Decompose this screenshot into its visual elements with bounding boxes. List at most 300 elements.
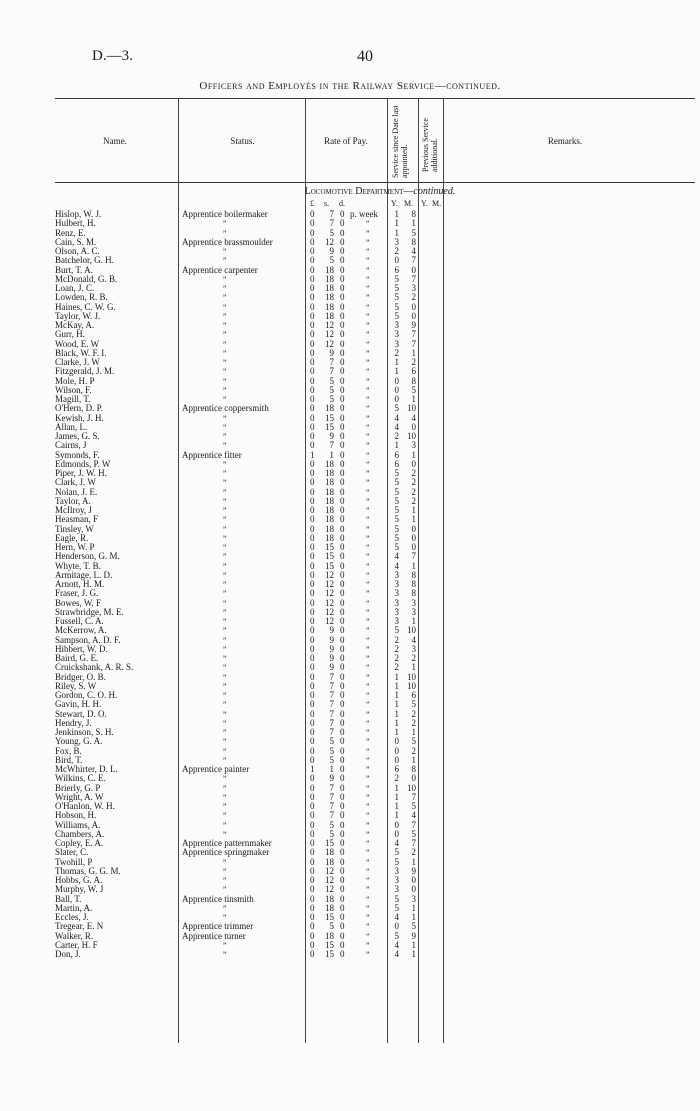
table-row xyxy=(0,515,700,524)
table-row xyxy=(0,238,700,247)
pay-pence: 0 xyxy=(340,384,345,395)
pay-pounds: 0 xyxy=(310,727,315,737)
employee-name: Gavin, H. H. xyxy=(55,699,102,710)
employee-name: Hern, W. P xyxy=(55,542,95,552)
pay-shillings: 7 xyxy=(329,440,334,451)
employee-name: Piper, J. W. H. xyxy=(55,468,107,478)
table-row xyxy=(0,839,700,848)
service-months: 5 xyxy=(411,227,416,238)
pay-pounds: 0 xyxy=(310,875,315,885)
pay-pounds: 0 xyxy=(310,690,315,700)
pay-pounds: 0 xyxy=(310,532,315,543)
employee-name: Fussell, C. A. xyxy=(55,616,104,626)
employee-name: Magill, T. xyxy=(55,394,91,404)
pay-shillings: 7 xyxy=(329,218,334,229)
ditto-mark: ” xyxy=(222,302,227,312)
ditto-mark: ” xyxy=(222,811,227,821)
ditto-mark: ” xyxy=(222,413,227,423)
ditto-mark: ” xyxy=(365,580,370,589)
pay-pence: 0 xyxy=(340,440,345,451)
service-years: 1 xyxy=(394,690,399,700)
pay-shillings: 12 xyxy=(325,579,334,589)
ditto-mark: ” xyxy=(222,385,227,395)
employee-name: O'Hern, D. P. xyxy=(55,403,103,414)
employee-name: Williams, A. xyxy=(55,819,101,830)
ditto-mark: ” xyxy=(222,487,227,497)
employee-name: Batchelor, G. H. xyxy=(55,255,114,266)
ditto-mark: ” xyxy=(222,755,227,765)
pay-pounds: 0 xyxy=(310,264,315,275)
ditto-mark: ” xyxy=(365,265,370,275)
pay-shillings: 7 xyxy=(329,690,334,700)
pay-shillings: 18 xyxy=(325,273,334,284)
service-years: 5 xyxy=(394,625,399,636)
pay-shillings: 12 xyxy=(325,338,334,349)
table-row xyxy=(0,867,700,876)
service-years: 5 xyxy=(394,930,399,941)
pay-pounds: 0 xyxy=(310,209,315,219)
pay-pence: 0 xyxy=(340,477,345,488)
table-row xyxy=(0,728,700,737)
service-years: 6 xyxy=(394,458,399,469)
service-months: 2 xyxy=(411,847,416,858)
ditto-mark: ” xyxy=(365,256,370,266)
unit-months-2: M. xyxy=(432,199,442,208)
service-months: 2 xyxy=(411,708,416,719)
service-months: 8 xyxy=(411,588,416,599)
pay-pounds: 0 xyxy=(310,579,315,589)
service-months: 0 xyxy=(411,773,416,784)
pay-pence: 0 xyxy=(340,403,345,414)
table-row xyxy=(0,802,700,811)
service-years: 4 xyxy=(394,412,399,423)
pay-pounds: 0 xyxy=(310,745,315,756)
service-years: 5 xyxy=(394,273,399,284)
employee-name: James, G. S. xyxy=(55,431,100,441)
pay-pounds: 0 xyxy=(310,819,315,830)
ditto-mark: ” xyxy=(365,413,370,423)
service-months: 3 xyxy=(411,283,416,293)
service-months: 6 xyxy=(411,366,416,377)
employee-table-body xyxy=(0,210,700,959)
employee-name: Eccles, J. xyxy=(55,912,89,922)
pay-pence: 0 xyxy=(340,717,345,728)
employee-name: Loan, J. C. xyxy=(55,283,95,293)
ditto-mark: ” xyxy=(365,385,370,395)
pay-shillings: 15 xyxy=(325,939,334,950)
service-years: 3 xyxy=(394,320,399,330)
pay-pounds: 0 xyxy=(310,542,315,552)
pay-pence: 0 xyxy=(340,412,345,423)
pay-pounds: 0 xyxy=(310,736,315,747)
table-row xyxy=(0,229,700,238)
employee-name: Strawbridge, M. E. xyxy=(55,606,124,617)
pay-pence: 0 xyxy=(340,912,345,922)
pay-pence: 0 xyxy=(340,662,345,673)
table-row xyxy=(0,913,700,922)
pay-pence: 0 xyxy=(340,431,345,441)
pay-shillings: 5 xyxy=(329,736,334,747)
pay-shillings: 18 xyxy=(325,930,334,941)
service-years: 6 xyxy=(394,449,399,460)
pay-pence: 0 xyxy=(340,634,345,645)
pay-shillings: 9 xyxy=(329,625,334,636)
service-years: 5 xyxy=(394,514,399,525)
employee-name: O'Hanlon, W. H. xyxy=(55,801,115,811)
pay-pounds: 0 xyxy=(310,292,315,303)
employee-status: Apprentice springmaker xyxy=(182,847,270,858)
service-months: 0 xyxy=(411,542,416,552)
pay-pence: 0 xyxy=(340,884,345,895)
employee-name: Baird, G. E. xyxy=(55,653,99,663)
employee-name: Murphy, W. J xyxy=(55,884,104,895)
service-years: 4 xyxy=(394,939,399,950)
table-row xyxy=(0,876,700,885)
ditto-mark: ” xyxy=(365,469,370,478)
ditto-mark: ” xyxy=(365,570,370,580)
employee-name: Arnott, H. M. xyxy=(55,579,105,589)
pay-pounds: 0 xyxy=(310,856,315,867)
service-months: 4 xyxy=(411,246,416,256)
service-years: 4 xyxy=(394,551,399,562)
employee-name: McDonald, G. B. xyxy=(55,273,118,284)
pay-pence: 0 xyxy=(340,902,345,913)
pay-pence: 0 xyxy=(340,625,345,636)
pay-pence: 0 xyxy=(340,671,345,682)
employee-name: Armitage, L. D. xyxy=(55,569,113,580)
pay-shillings: 9 xyxy=(329,643,334,654)
pay-pounds: 0 xyxy=(310,329,315,340)
service-months: 0 xyxy=(411,532,416,543)
pay-pounds: 0 xyxy=(310,865,315,876)
pay-pence: 0 xyxy=(340,736,345,747)
pay-shillings: 7 xyxy=(329,366,334,377)
table-row xyxy=(0,904,700,913)
service-years: 5 xyxy=(394,310,399,321)
pay-period: p. week xyxy=(350,209,378,219)
service-years: 2 xyxy=(394,347,399,358)
service-years: 5 xyxy=(394,292,399,303)
pay-shillings: 5 xyxy=(329,754,334,765)
pay-pence: 0 xyxy=(340,773,345,784)
pay-shillings: 18 xyxy=(325,310,334,321)
ditto-mark: ” xyxy=(365,395,370,404)
service-years: 4 xyxy=(394,838,399,848)
pay-pounds: 0 xyxy=(310,320,315,330)
ditto-mark: ” xyxy=(365,441,370,451)
ditto-mark: ” xyxy=(365,774,370,784)
service-months: 5 xyxy=(411,921,416,932)
employee-name: Henderson, G. M. xyxy=(55,551,120,562)
pay-pounds: 0 xyxy=(310,884,315,895)
pay-pounds: 0 xyxy=(310,477,315,488)
pay-shillings: 15 xyxy=(325,949,334,959)
employee-status: Apprentice tinsmith xyxy=(182,893,254,904)
service-years: 3 xyxy=(394,884,399,895)
service-years: 5 xyxy=(394,301,399,312)
ditto-mark: ” xyxy=(365,311,370,321)
employee-status: Apprentice fitter xyxy=(182,449,242,460)
ditto-mark: ” xyxy=(222,321,227,330)
pay-pounds: 0 xyxy=(310,597,315,608)
table-row xyxy=(0,423,700,432)
table-row xyxy=(0,441,700,450)
employee-name: Young, G. A. xyxy=(55,736,103,747)
service-years: 2 xyxy=(394,662,399,673)
service-months: 3 xyxy=(411,606,416,617)
table-row xyxy=(0,404,700,413)
ditto-mark: ” xyxy=(222,348,227,358)
ditto-mark: ” xyxy=(365,607,370,617)
service-months: 2 xyxy=(411,653,416,663)
pay-shillings: 5 xyxy=(329,375,334,386)
pay-pounds: 0 xyxy=(310,939,315,950)
service-years: 4 xyxy=(394,912,399,922)
pay-shillings: 7 xyxy=(329,782,334,793)
document-id: D.—3. xyxy=(92,48,133,64)
unit-years-1: Y. xyxy=(391,199,398,208)
ditto-mark: ” xyxy=(222,376,227,386)
service-years: 0 xyxy=(394,745,399,756)
table-row xyxy=(0,349,700,358)
service-months: 10 xyxy=(407,431,416,441)
service-years: 1 xyxy=(394,680,399,691)
pay-pounds: 0 xyxy=(310,588,315,599)
service-months: 7 xyxy=(411,255,416,266)
employee-name: Wilkins, C. E. xyxy=(55,773,106,784)
table-row xyxy=(0,811,700,820)
service-years: 1 xyxy=(394,717,399,728)
ditto-mark: ” xyxy=(365,302,370,312)
ditto-mark: ” xyxy=(365,635,370,645)
service-months: 1 xyxy=(411,727,416,737)
ditto-mark: ” xyxy=(365,894,370,904)
ditto-mark: ” xyxy=(222,580,227,589)
ditto-mark: ” xyxy=(365,866,370,876)
service-years: 5 xyxy=(394,523,399,534)
service-years: 1 xyxy=(394,699,399,710)
pay-shillings: 12 xyxy=(325,606,334,617)
pay-shillings: 5 xyxy=(329,819,334,830)
ditto-mark: ” xyxy=(222,718,227,728)
pay-shillings: 9 xyxy=(329,662,334,673)
table-row xyxy=(0,950,700,959)
pay-pounds: 0 xyxy=(310,893,315,904)
employee-name: Riley, S. W xyxy=(55,680,97,691)
employee-name: Renz, E. xyxy=(55,227,86,238)
pay-pence: 0 xyxy=(340,218,345,229)
ditto-mark: ” xyxy=(222,515,227,525)
ditto-mark: ” xyxy=(365,284,370,293)
ditto-mark: ” xyxy=(222,792,227,802)
employee-name: Cain, S. M. xyxy=(55,236,97,247)
ditto-mark: ” xyxy=(222,644,227,654)
pay-shillings: 7 xyxy=(329,801,334,811)
service-years: 0 xyxy=(394,736,399,747)
service-months: 9 xyxy=(411,930,416,941)
service-years: 3 xyxy=(394,569,399,580)
table-row xyxy=(0,941,700,950)
service-months: 1 xyxy=(411,505,416,515)
ditto-mark: ” xyxy=(365,598,370,608)
table-row xyxy=(0,330,700,339)
pay-pounds: 0 xyxy=(310,828,315,839)
ditto-mark: ” xyxy=(222,228,227,238)
pay-pence: 0 xyxy=(340,264,345,275)
employee-name: Symonds, F. xyxy=(55,449,100,460)
pay-pounds: 0 xyxy=(310,653,315,663)
column-header-name: Name. xyxy=(103,136,127,146)
pay-shillings: 18 xyxy=(325,292,334,303)
pay-pounds: 0 xyxy=(310,810,315,821)
table-row xyxy=(0,691,700,700)
service-years: 5 xyxy=(394,495,399,506)
service-years: 2 xyxy=(394,246,399,256)
unit-months-1: M. xyxy=(404,199,414,208)
pay-shillings: 12 xyxy=(325,597,334,608)
service-months: 1 xyxy=(411,754,416,765)
pay-pence: 0 xyxy=(340,320,345,330)
service-months: 10 xyxy=(407,680,416,691)
service-months: 5 xyxy=(411,828,416,839)
pay-shillings: 1 xyxy=(329,449,334,460)
pay-shillings: 12 xyxy=(325,569,334,580)
page-title: Officers and Employés in the Railway Service—continued. xyxy=(199,80,501,92)
service-years: 1 xyxy=(394,440,399,451)
ditto-mark: ” xyxy=(222,903,227,913)
service-years: 2 xyxy=(394,773,399,784)
pay-shillings: 12 xyxy=(325,875,334,885)
pay-pence: 0 xyxy=(340,375,345,386)
service-months: 1 xyxy=(411,662,416,673)
pay-pounds: 0 xyxy=(310,246,315,256)
service-months: 4 xyxy=(411,412,416,423)
service-years: 5 xyxy=(394,403,399,414)
service-months: 5 xyxy=(411,801,416,811)
pay-shillings: 18 xyxy=(325,847,334,858)
table-row xyxy=(0,414,700,423)
pay-pounds: 0 xyxy=(310,625,315,636)
service-years: 5 xyxy=(394,505,399,515)
table-row xyxy=(0,608,700,617)
ditto-mark: ” xyxy=(365,478,370,488)
pay-shillings: 5 xyxy=(329,394,334,404)
service-years: 6 xyxy=(394,764,399,774)
pay-pounds: 0 xyxy=(310,782,315,793)
column-header-service-since: Service since Date last appointed. xyxy=(391,105,409,178)
pay-pounds: 0 xyxy=(310,384,315,395)
service-months: 1 xyxy=(411,394,416,404)
pay-pounds: 0 xyxy=(310,468,315,478)
pay-pence: 0 xyxy=(340,283,345,293)
pay-pence: 0 xyxy=(340,329,345,340)
service-years: 5 xyxy=(394,486,399,497)
ditto-mark: ” xyxy=(365,228,370,238)
service-months: 1 xyxy=(411,949,416,959)
ditto-mark: ” xyxy=(222,746,227,756)
service-months: 1 xyxy=(411,616,416,626)
pay-shillings: 7 xyxy=(329,717,334,728)
employee-name: Bridger, O. B. xyxy=(55,671,106,682)
service-months: 7 xyxy=(411,838,416,848)
service-months: 7 xyxy=(411,338,416,349)
service-years: 5 xyxy=(394,542,399,552)
employee-name: Slater, C. xyxy=(55,847,89,858)
pay-pence: 0 xyxy=(340,523,345,534)
pay-shillings: 18 xyxy=(325,523,334,534)
pay-shillings: 9 xyxy=(329,431,334,441)
pay-pence: 0 xyxy=(340,893,345,904)
pay-pence: 0 xyxy=(340,690,345,700)
pay-shillings: 12 xyxy=(325,865,334,876)
ditto-mark: ” xyxy=(365,931,370,941)
pay-pounds: 0 xyxy=(310,949,315,959)
service-months: 10 xyxy=(407,403,416,414)
employee-name: Tinsley, W xyxy=(55,523,94,534)
ditto-mark: ” xyxy=(365,561,370,571)
ditto-mark: ” xyxy=(222,256,227,266)
pay-pounds: 0 xyxy=(310,255,315,266)
service-months: 2 xyxy=(411,745,416,756)
service-months: 2 xyxy=(411,292,416,303)
pay-shillings: 5 xyxy=(329,828,334,839)
ditto-mark: ” xyxy=(222,783,227,793)
ditto-mark: ” xyxy=(222,885,227,895)
pay-shillings: 7 xyxy=(329,209,334,219)
pay-pounds: 0 xyxy=(310,338,315,349)
employee-name: Edmonds, P. W xyxy=(55,458,111,469)
pay-pounds: 0 xyxy=(310,495,315,506)
service-months: 1 xyxy=(411,856,416,867)
pay-pence: 0 xyxy=(340,643,345,654)
ditto-mark: ” xyxy=(365,839,370,848)
ditto-mark: ” xyxy=(365,663,370,673)
pay-pence: 0 xyxy=(340,236,345,247)
employee-name: Sampson, A. D. F. xyxy=(55,634,121,645)
pay-shillings: 9 xyxy=(329,634,334,645)
table-row xyxy=(0,312,700,321)
employee-name: Cairns, J xyxy=(55,440,87,451)
pay-pence: 0 xyxy=(340,949,345,959)
ditto-mark: ” xyxy=(365,506,370,515)
table-row xyxy=(0,525,700,534)
table-row xyxy=(0,469,700,478)
pay-pence: 0 xyxy=(340,828,345,839)
employee-name: Hendry, J. xyxy=(55,717,92,728)
pay-pence: 0 xyxy=(340,699,345,710)
service-months: 0 xyxy=(411,884,416,895)
service-months: 0 xyxy=(411,458,416,469)
employee-name: Whyte, T. B. xyxy=(55,560,101,571)
table-row xyxy=(0,895,700,904)
employee-name: Taylor, A. xyxy=(55,495,91,506)
service-months: 7 xyxy=(411,791,416,802)
pay-pounds: 0 xyxy=(310,921,315,932)
employee-name: Stewart, D. O. xyxy=(55,708,107,719)
table-row xyxy=(0,534,700,543)
pay-pence: 0 xyxy=(340,616,345,626)
ditto-mark: ” xyxy=(365,376,370,386)
ditto-mark: ” xyxy=(365,783,370,793)
pay-pence: 0 xyxy=(340,588,345,599)
ditto-mark: ” xyxy=(365,432,370,441)
employee-name: Wilson, F. xyxy=(55,384,92,395)
pay-pence: 0 xyxy=(340,542,345,552)
ditto-mark: ” xyxy=(222,617,227,626)
pay-pounds: 0 xyxy=(310,930,315,941)
pay-shillings: 15 xyxy=(325,551,334,562)
ditto-mark: ” xyxy=(365,496,370,506)
